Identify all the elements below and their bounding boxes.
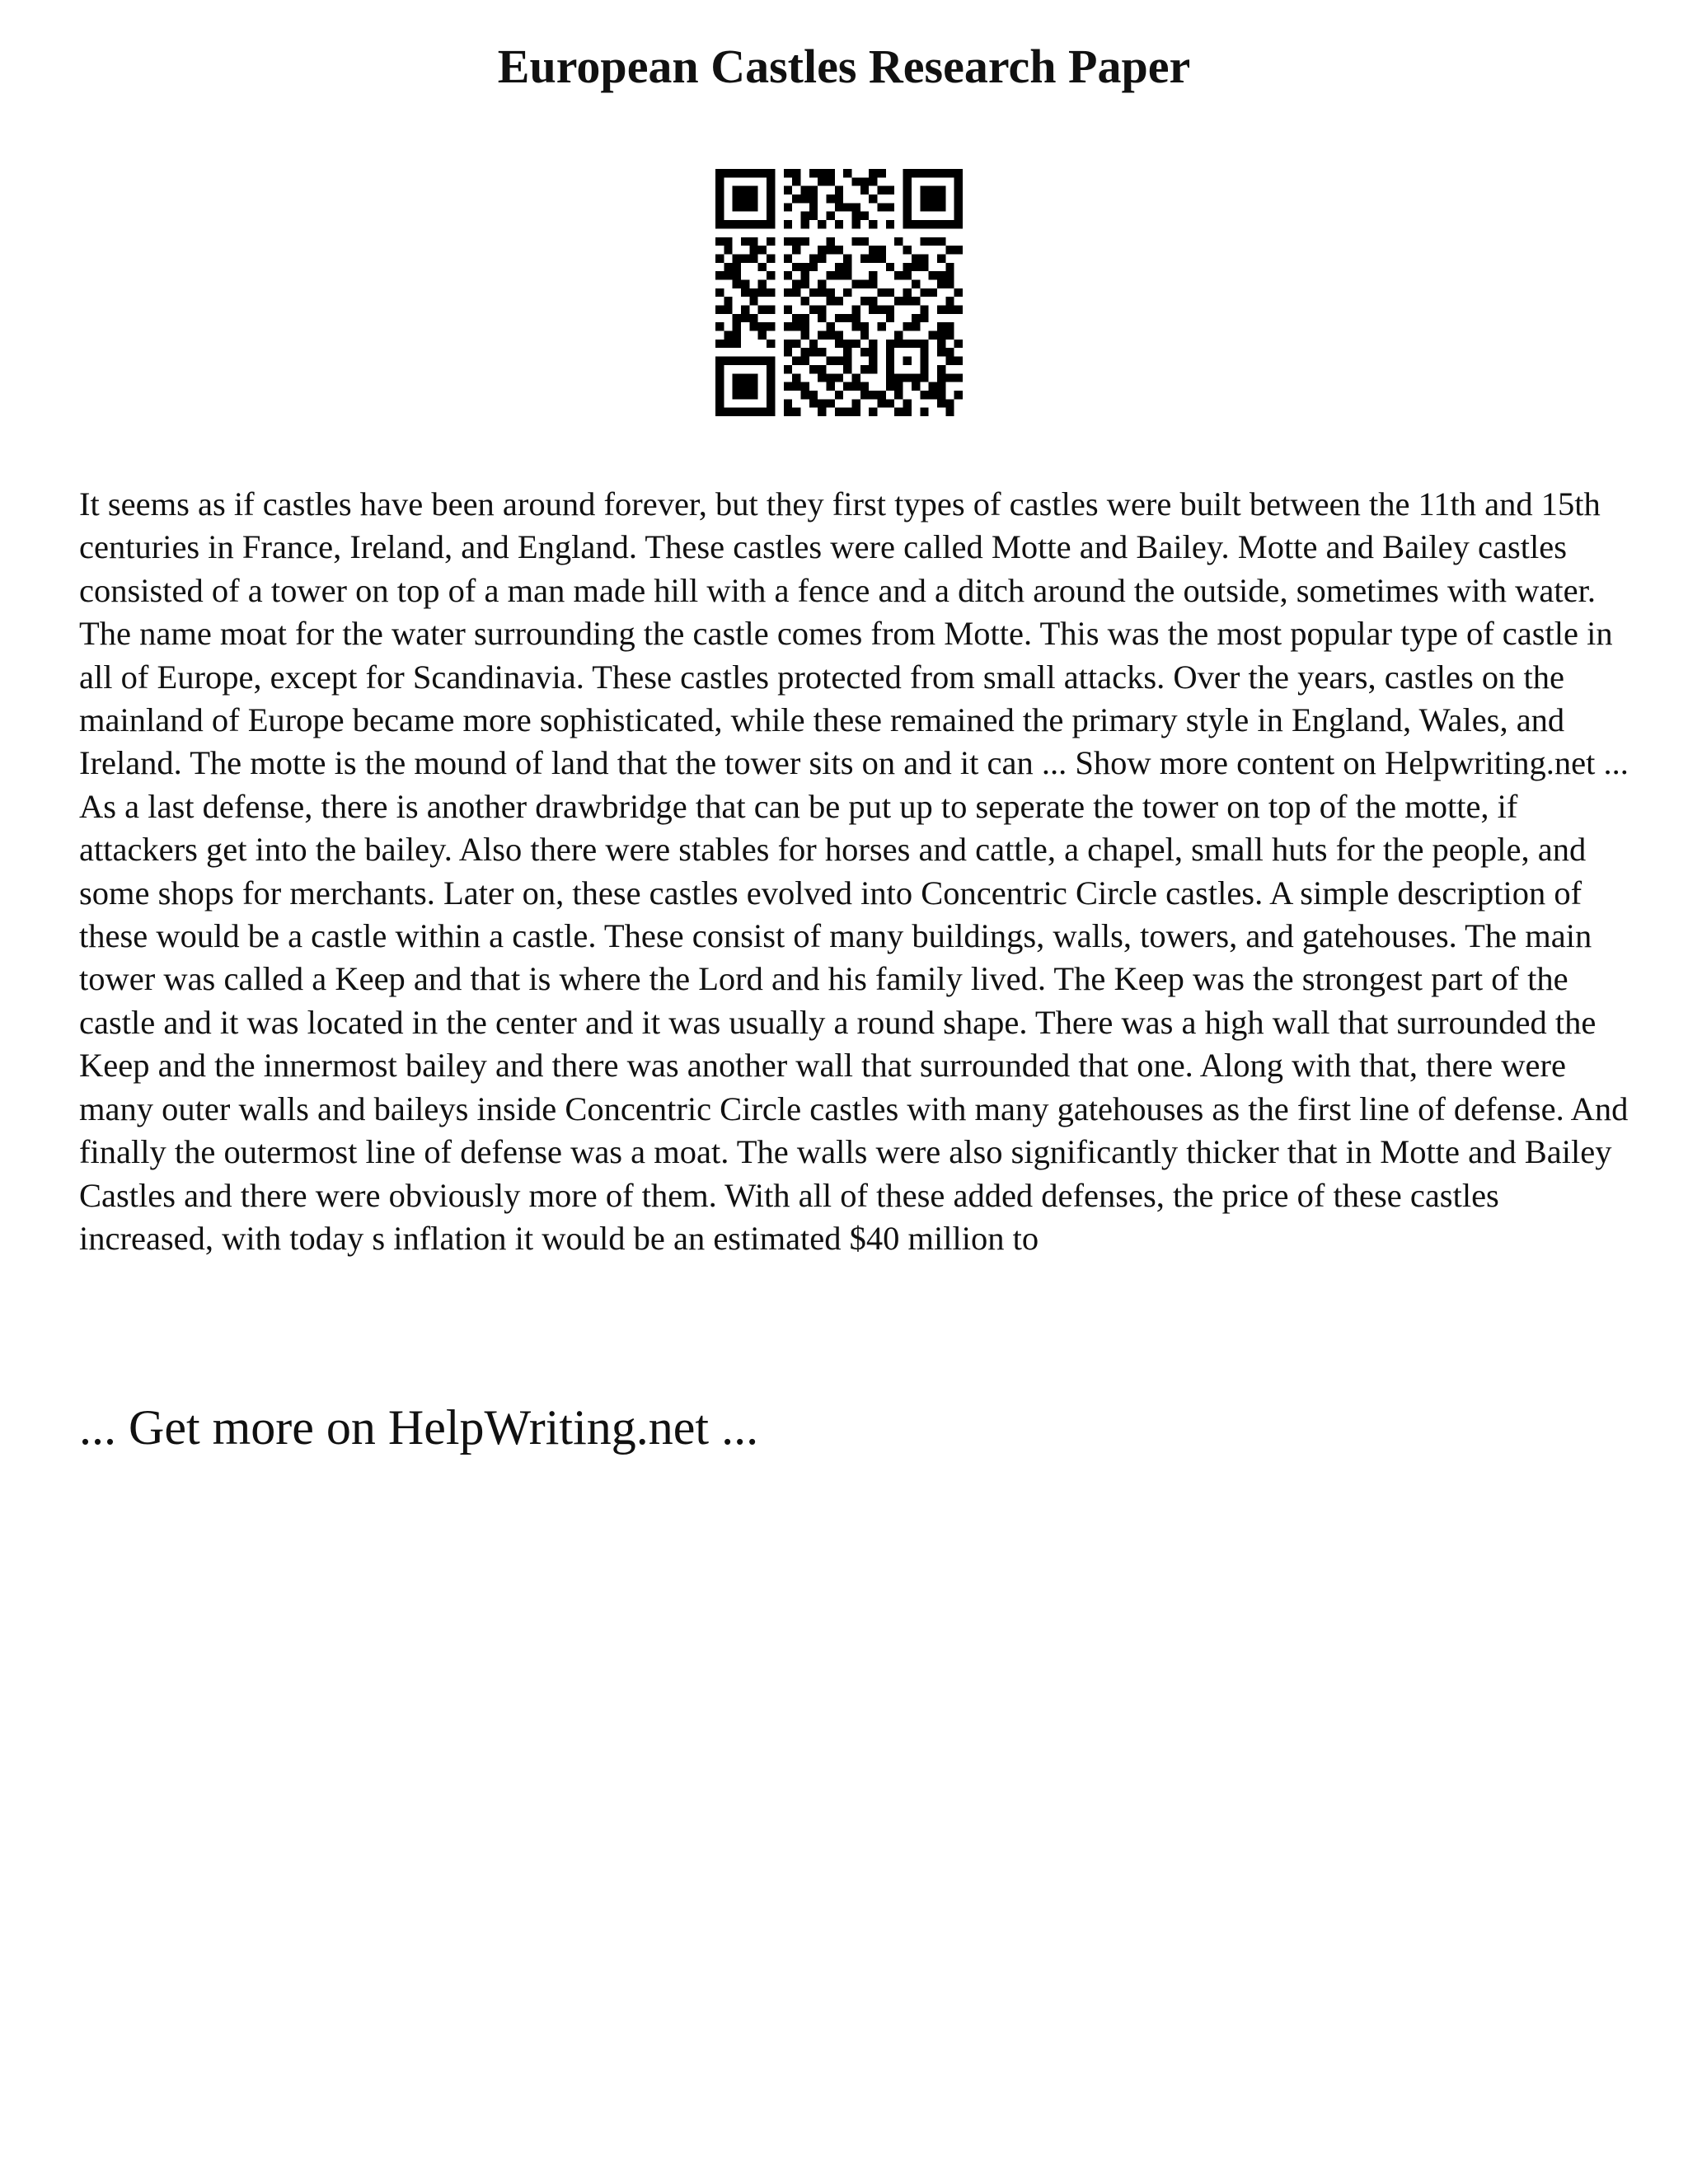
qr-code-icon[interactable] [715,169,963,416]
page-title: European Castles Research Paper [497,40,1191,93]
get-more-link[interactable]: ... Get more on HelpWriting.net ... [79,1400,759,1455]
paragraph-continued: As a last defense, there is another drawbridge that can be put up to seperate the tower on top of the motte, if attackers get into the bailey. Also there were stables for horses and cattle, a chapel, small huts for the people, and some shops for merchants. Later on, these castles evolved into Concentric Circle castles. A simple description of these would be a castle within a castle. These consist of many buildings, walls, towers, and gatehouses. The main tower was called a Keep and that is where the Lord and his family lived. The Keep was the strongest part of the castle and it was located in the center and it was usually a round shape. There was a high wall that surrounded the Keep and the innermost bailey and there was another wall that surrounded that one. Along with that, there were many outer walls and baileys inside Concentric Circle castles with many gatehouses as the first line of defense. And finally the outermost line of defense was a moat. The walls were also significantly thicker that in Motte and Bailey Castles and there were obviously more of them. With all of these added defenses, the price of these castles increased, with today s inflation it would be an estimated $40 million to [79,787,1629,1257]
paragraph-intro: It seems as if castles have been around forever, but they first types of castles were built between the 11th and 15th centuries in France, Ireland, and England. These castles were called Motte and Bailey. Motte and Bailey castles consisted of a tower on top of a man made hill with a fence and a ditch around the outside, sometimes with water. The name moat for the water surrounding the castle comes from Motte. This was the most popular type of castle in all of Europe, except for Scandinavia. These castles protected from small attacks. Over the years, castles on the mainland of Europe became more sophisticated, while these remained the primary style in England, Wales, and Ireland. The motte is the mound of land that the tower sits on and it can ... Show more content on Helpwriting.net ... [79,485,1629,782]
article-body [79,483,1629,1260]
